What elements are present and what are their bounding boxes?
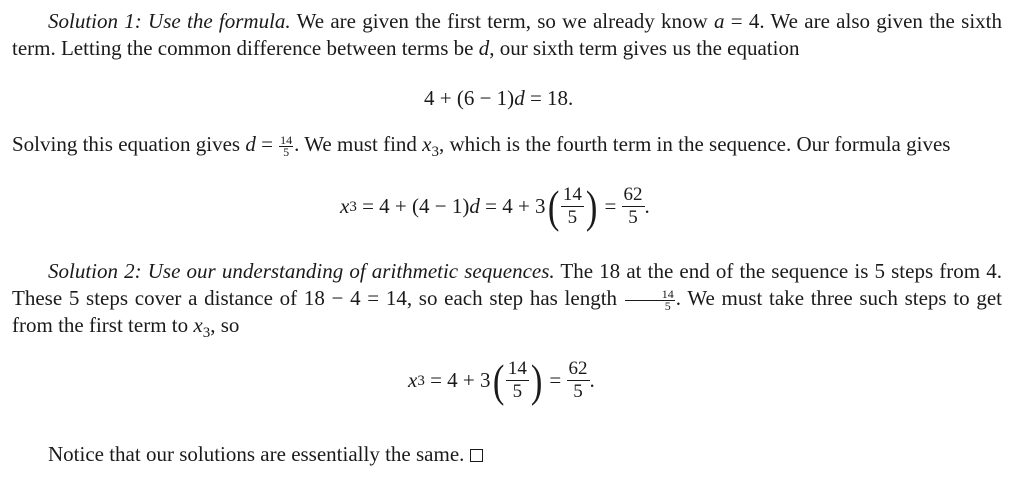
var-x: x (422, 132, 432, 156)
eq-text: = 4 + (4 − 1) (356, 194, 470, 218)
left-paren: ( (492, 354, 504, 406)
text: The 18 at the end of the sequence is 5 steps from 4. These 5 steps cover a distance of 18 − 4 = 14, so each step has length (12, 259, 1002, 310)
text: = 4. We are also given the sixth term. Letting the common difference between terms be (12, 9, 1002, 60)
right-paren: ) (585, 180, 598, 232)
fraction-14-5 (561, 184, 584, 229)
subscript: 3 (202, 325, 211, 341)
text: . We must find (294, 132, 423, 156)
fraction-14-5 (279, 132, 293, 159)
fraction-14-5 (506, 358, 529, 403)
eq-text: = 4 + 3 (424, 368, 491, 392)
subscript: 3 (431, 144, 439, 160)
numerator: 62 (623, 184, 643, 205)
denominator: 5 (628, 207, 638, 228)
solution-2-heading: Solution 2: Use our understanding of arithmetic sequences. (48, 259, 555, 283)
var-d: d (478, 36, 490, 60)
equation-x3-steps: x 3 = 4 + 3 ( $\frac{14}{5}$ ) = $\frac{62}{5}$ . (408, 354, 595, 406)
denominator: 5 (283, 144, 290, 159)
var-d: d (514, 86, 525, 110)
var-x: x (340, 194, 350, 218)
closing-paragraph (12, 441, 1002, 468)
closing-text: Notice that our solutions are essentially the same. (48, 442, 465, 466)
var-x: x (408, 368, 418, 392)
numerator: 62 (568, 358, 588, 379)
solving-paragraph (12, 131, 1002, 158)
equation-x3-formula: x 3 = 4 + (4 − 1) d = 4 + 3 ( $\frac{14}{5}$ ) = $\frac{62}{5}$ . (340, 180, 650, 232)
var-x: x (193, 313, 203, 337)
equation-sixth-term (424, 85, 573, 112)
period: . (589, 368, 595, 392)
eq-text: = (544, 368, 567, 392)
period: . (644, 194, 650, 218)
eq-text: = 18. (524, 86, 574, 110)
numerator: 14 (562, 184, 582, 205)
solution-2-paragraph (12, 258, 1002, 339)
qed-square-icon (470, 449, 483, 462)
left-paren: ( (547, 180, 559, 232)
fraction-62-5 (622, 184, 645, 229)
text: We are given the first term, so we already know (290, 9, 714, 33)
var-d: d (469, 194, 480, 218)
var-a: a (713, 9, 725, 33)
denominator: 5 (512, 381, 523, 402)
numerator: 14 (280, 132, 293, 147)
text: , which is the fourth term in the sequence. Our formula gives (439, 132, 951, 156)
eq-text: 4 + (6 − 1) (424, 86, 515, 110)
solution-1-heading: Solution 1: Use the formula. (48, 9, 291, 33)
numerator: 14 (507, 358, 527, 379)
numerator: 14 (625, 289, 675, 301)
text: = (255, 132, 279, 156)
right-paren: ) (530, 354, 543, 406)
denominator: 5 (664, 298, 671, 313)
denominator: 5 (573, 381, 583, 402)
var-d: d (245, 132, 256, 156)
text: . We must take three such steps to get from the first term to (12, 286, 1002, 337)
solution-1-paragraph (12, 8, 1002, 62)
text: Solving this equation gives (12, 132, 246, 156)
eq-text: = (599, 194, 622, 218)
denominator: 5 (567, 207, 578, 228)
fraction-14-5 (625, 286, 675, 313)
fraction-62-5 (567, 358, 590, 403)
eq-text: = 4 + 3 (479, 194, 546, 218)
text: , our sixth term gives us the equation (489, 36, 800, 60)
text: , so (210, 313, 240, 337)
